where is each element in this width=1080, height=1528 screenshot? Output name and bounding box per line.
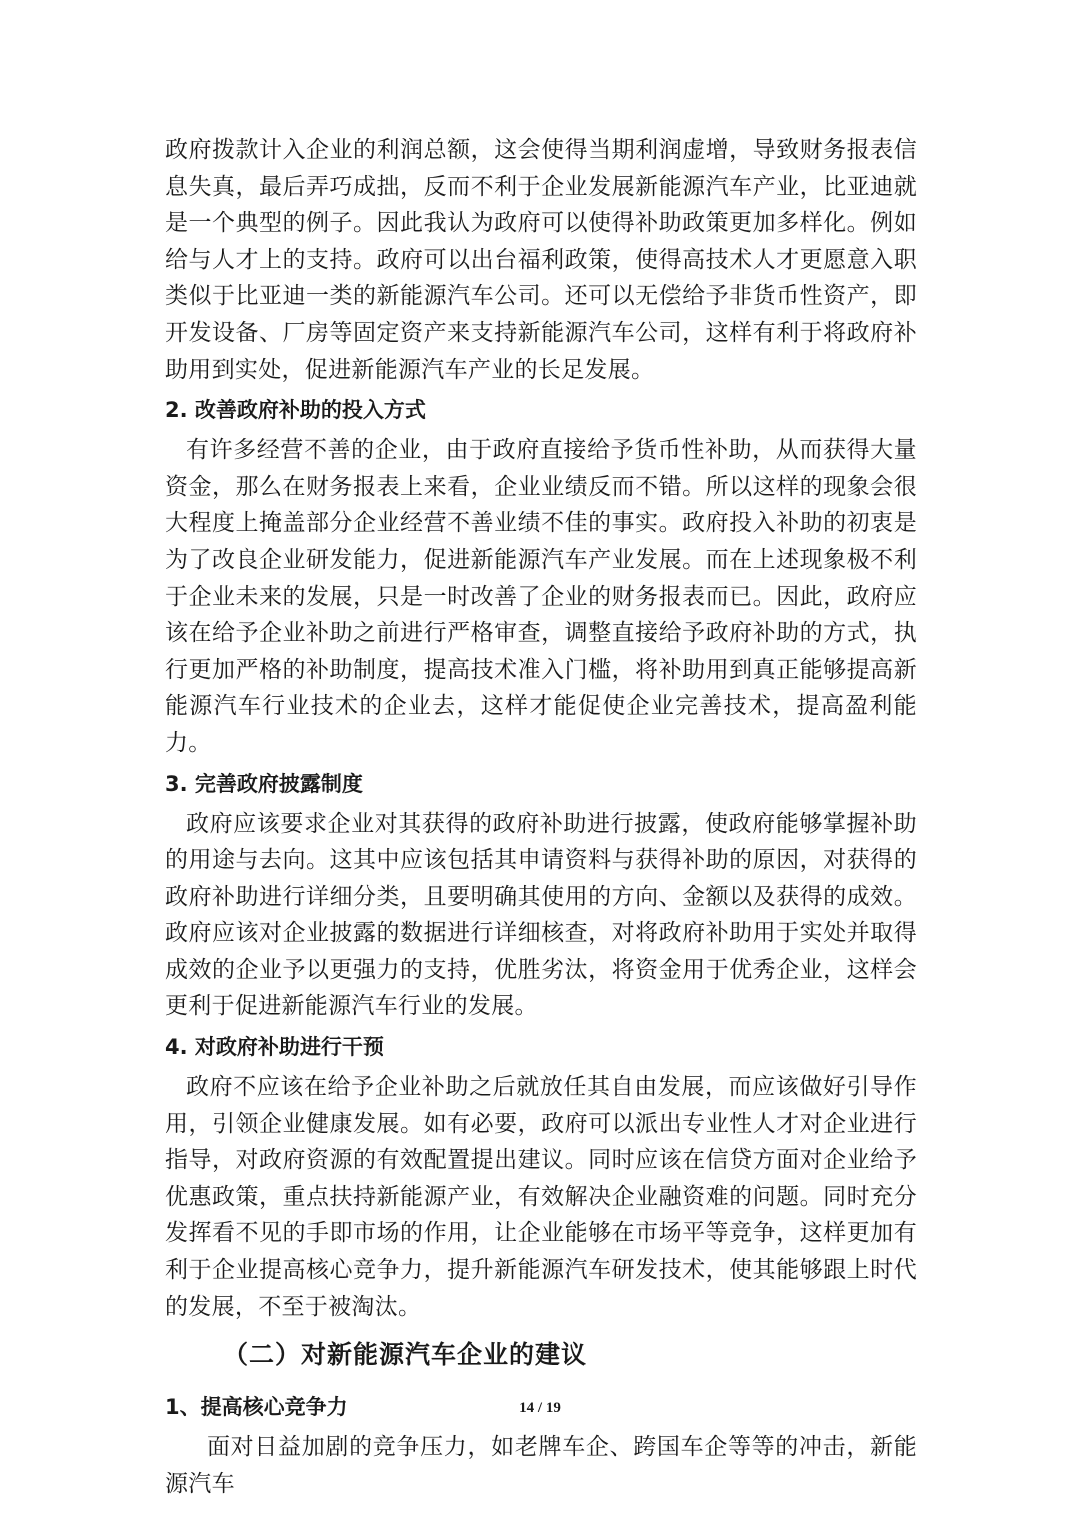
page-content [165, 132, 917, 1502]
subsection-heading: 1、提高核心竞争力 [165, 1395, 348, 1420]
continuation-paragraph: 政府拨款计入企业的利润总额，这会使得当期利润虚增，导致财务报表信息失真，最后弄巧成拙，反而不利于企业发展新能源汽车产业，比亚迪就是一个典型的例子。因此我认为政府可以使得补助政策更加多样化。例如给与人才上的支持。政府可以出台福利政策，使得高技术人才更愿意入职类似于比亚迪一类的新能源汽车公司。还可以无偿给予非货币性资产，即开发设备、厂房等固定资产来支持新能源汽车公司，这样有利于将政府补助用到实处，促进新能源汽车产业的长足发展。 [165, 137, 917, 383]
chapter-heading: （二）对新能源汽车企业的建议 [223, 1340, 588, 1370]
subsection-body: 面对日益加剧的竞争压力，如老牌车企、跨国车企等等的冲击，新能源汽车 [165, 1434, 917, 1497]
page-number: 14 / 19 [519, 1400, 561, 1416]
section-body-3: 政府应该要求企业对其获得的政府补助进行披露，使政府能够掌握补助的用途与去向。这其中应该包括其申请资料与获得补助的原因，对获得的政府补助进行详细分类，且要明确其使用的方向、金额以及获得的成效。政府应该对企业披露的数据进行详细核查，对将政府补助用于实处并取得成效的企业予以更强力的支持，优胜劣汰，将资金用于优秀企业，这样会更利于促进新能源汽车行业的发展。 [165, 810, 917, 1020]
section-heading-2: 2. 改善政府补助的投入方式 [165, 398, 426, 423]
section-body-2: 有许多经营不善的企业，由于政府直接给予货币性补助，从而获得大量资金，那么在财务报表上来看，企业业绩反而不错。所以这样的现象会很大程度上掩盖部分企业经营不善业绩不佳的事实。政府投入补助的初衷是为了改良企业研发能力，促进新能源汽车产业发展。而在上述现象极不利于企业未来的发展，只是一时改善了企业的财务报表而已。因此，政府应该在给予企业补助之前进行严格审查，调整直接给予政府补助的方式，执行更加严格的补助制度，提高技术准入门槛，将补助用到真正能够提高新能源汽车行业技术的企业去，这样才能促使企业完善技术，提高盈利能力。 [165, 437, 917, 756]
section-heading-3: 3. 完善政府披露制度 [165, 771, 363, 796]
section-body-4: 政府不应该在给予企业补助之后就放任其自由发展，而应该做好引导作用，引领企业健康发展。如有必要，政府可以派出专业性人才对企业进行指导，对政府资源的有效配置提出建议。同时应该在信贷方面对企业给予优惠政策，重点扶持新能源产业，有效解决企业融资难的问题。同时充分发挥看不见的手即市场的作用，让企业能够在市场平等竞争，这样更加有利于企业提高核心竞争力，提升新能源汽车研发技术，使其能够跟上时代的发展，不至于被淘汰。 [165, 1074, 917, 1320]
section-heading-4: 4. 对政府补助进行干预 [165, 1035, 384, 1060]
